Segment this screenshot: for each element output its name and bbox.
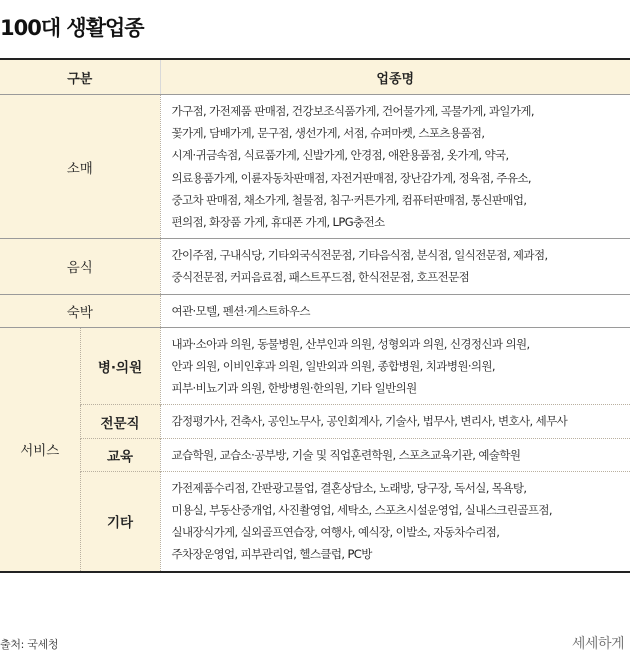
table-row (0, 95, 630, 239)
page-title: 100대 생활업종 (0, 16, 144, 40)
item-line: 시계·귀금속점, 식료품가게, 신발가게, 안경점, 애완용품점, 옷가게, 약국, (171, 148, 509, 163)
table-row (0, 294, 630, 327)
lodging-items (160, 294, 630, 327)
subcategory-other: 기타 (80, 471, 160, 571)
table-row (0, 327, 630, 405)
education-items (160, 438, 630, 471)
item-line: 편의점, 화장품 가게, 휴대폰 가게, LPG충전소 (171, 215, 385, 230)
table-row (0, 438, 630, 471)
item-line: 간이주점, 구내식당, 기타외국식전문점, 기타음식점, 분식점, 일식전문점, 제과점, (171, 248, 548, 263)
item-line: 감정평가사, 건축사, 공인노무사, 공인회계사, 기술사, 법무사, 변리사, 변호사, 세무사 (171, 414, 568, 429)
retail-items (160, 95, 630, 239)
item-line: 내과·소아과 의원, 동물병원, 산부인과 의원, 성형외과 의원, 신경정신과 의원, (171, 336, 530, 351)
category-lodging: 숙박 (0, 294, 160, 327)
professional-items (160, 405, 630, 438)
item-line: 의료용품가게, 이륜자동차판매점, 자전거판매점, 장난감가게, 정육점, 주유소, (171, 170, 531, 185)
item-line: 여관·모텔, 펜션·게스트하우스 (171, 303, 310, 318)
item-line: 꽃가게, 담배가게, 문구점, 생선가게, 서점, 슈퍼마켓, 스포츠용품점, (171, 126, 485, 141)
category-retail: 소매 (0, 95, 160, 239)
item-line: 가전제품수리점, 간판광고물업, 결혼상담소, 노래방, 당구장, 독서실, 목욕탕, (171, 480, 527, 495)
brand-logo: 세세하게 (571, 636, 624, 652)
item-line: 안과 의원, 이비인후과 의원, 일반외과 의원, 종합병원, 치과병원·의원, (171, 359, 495, 374)
table-row (0, 405, 630, 438)
table-row (0, 239, 630, 294)
item-line: 교습학원, 교습소·공부방, 기술 및 직업훈련학원, 스포츠교육기관, 예술학원 (171, 447, 521, 462)
source-note: 출처: 국세청 (0, 638, 59, 651)
item-line: 실내장식가게, 실외골프연습장, 여행사, 예식장, 이발소, 자동차수리점, (171, 525, 500, 540)
other-items (160, 471, 630, 571)
header-items: 업종명 (160, 59, 630, 95)
item-line: 가구점, 가전제품 판매점, 건강보조식품가게, 건어물가게, 곡물가게, 과일가게, (171, 104, 534, 118)
subcategory-professional: 전문직 (80, 405, 160, 438)
category-services: 서비스 (0, 327, 80, 571)
item-line: 피부·비뇨기과 의원, 한방병원·한의원, 기타 일반의원 (171, 381, 417, 396)
header-category: 구분 (0, 59, 160, 95)
item-line: 주차장운영업, 피부관리업, 헬스클럽, PC방 (171, 547, 372, 562)
item-line: 중식전문점, 커피음료점, 패스트푸드점, 한식전문점, 호프전문점 (171, 270, 470, 285)
business-table (0, 58, 630, 573)
table-row (0, 471, 630, 571)
item-line: 미용실, 부동산중개업, 사진촬영업, 세탁소, 스포츠시설운영업, 실내스크린골프점, (171, 503, 552, 518)
medical-items (160, 327, 630, 405)
category-food: 음식 (0, 239, 160, 294)
food-items (160, 239, 630, 294)
item-line: 중고차 판매점, 채소가게, 철물점, 침구·커튼가게, 컴퓨터판매점, 통신판매업, (171, 192, 527, 207)
subcategory-medical: 병·의원 (80, 327, 160, 405)
subcategory-education: 교육 (80, 438, 160, 471)
